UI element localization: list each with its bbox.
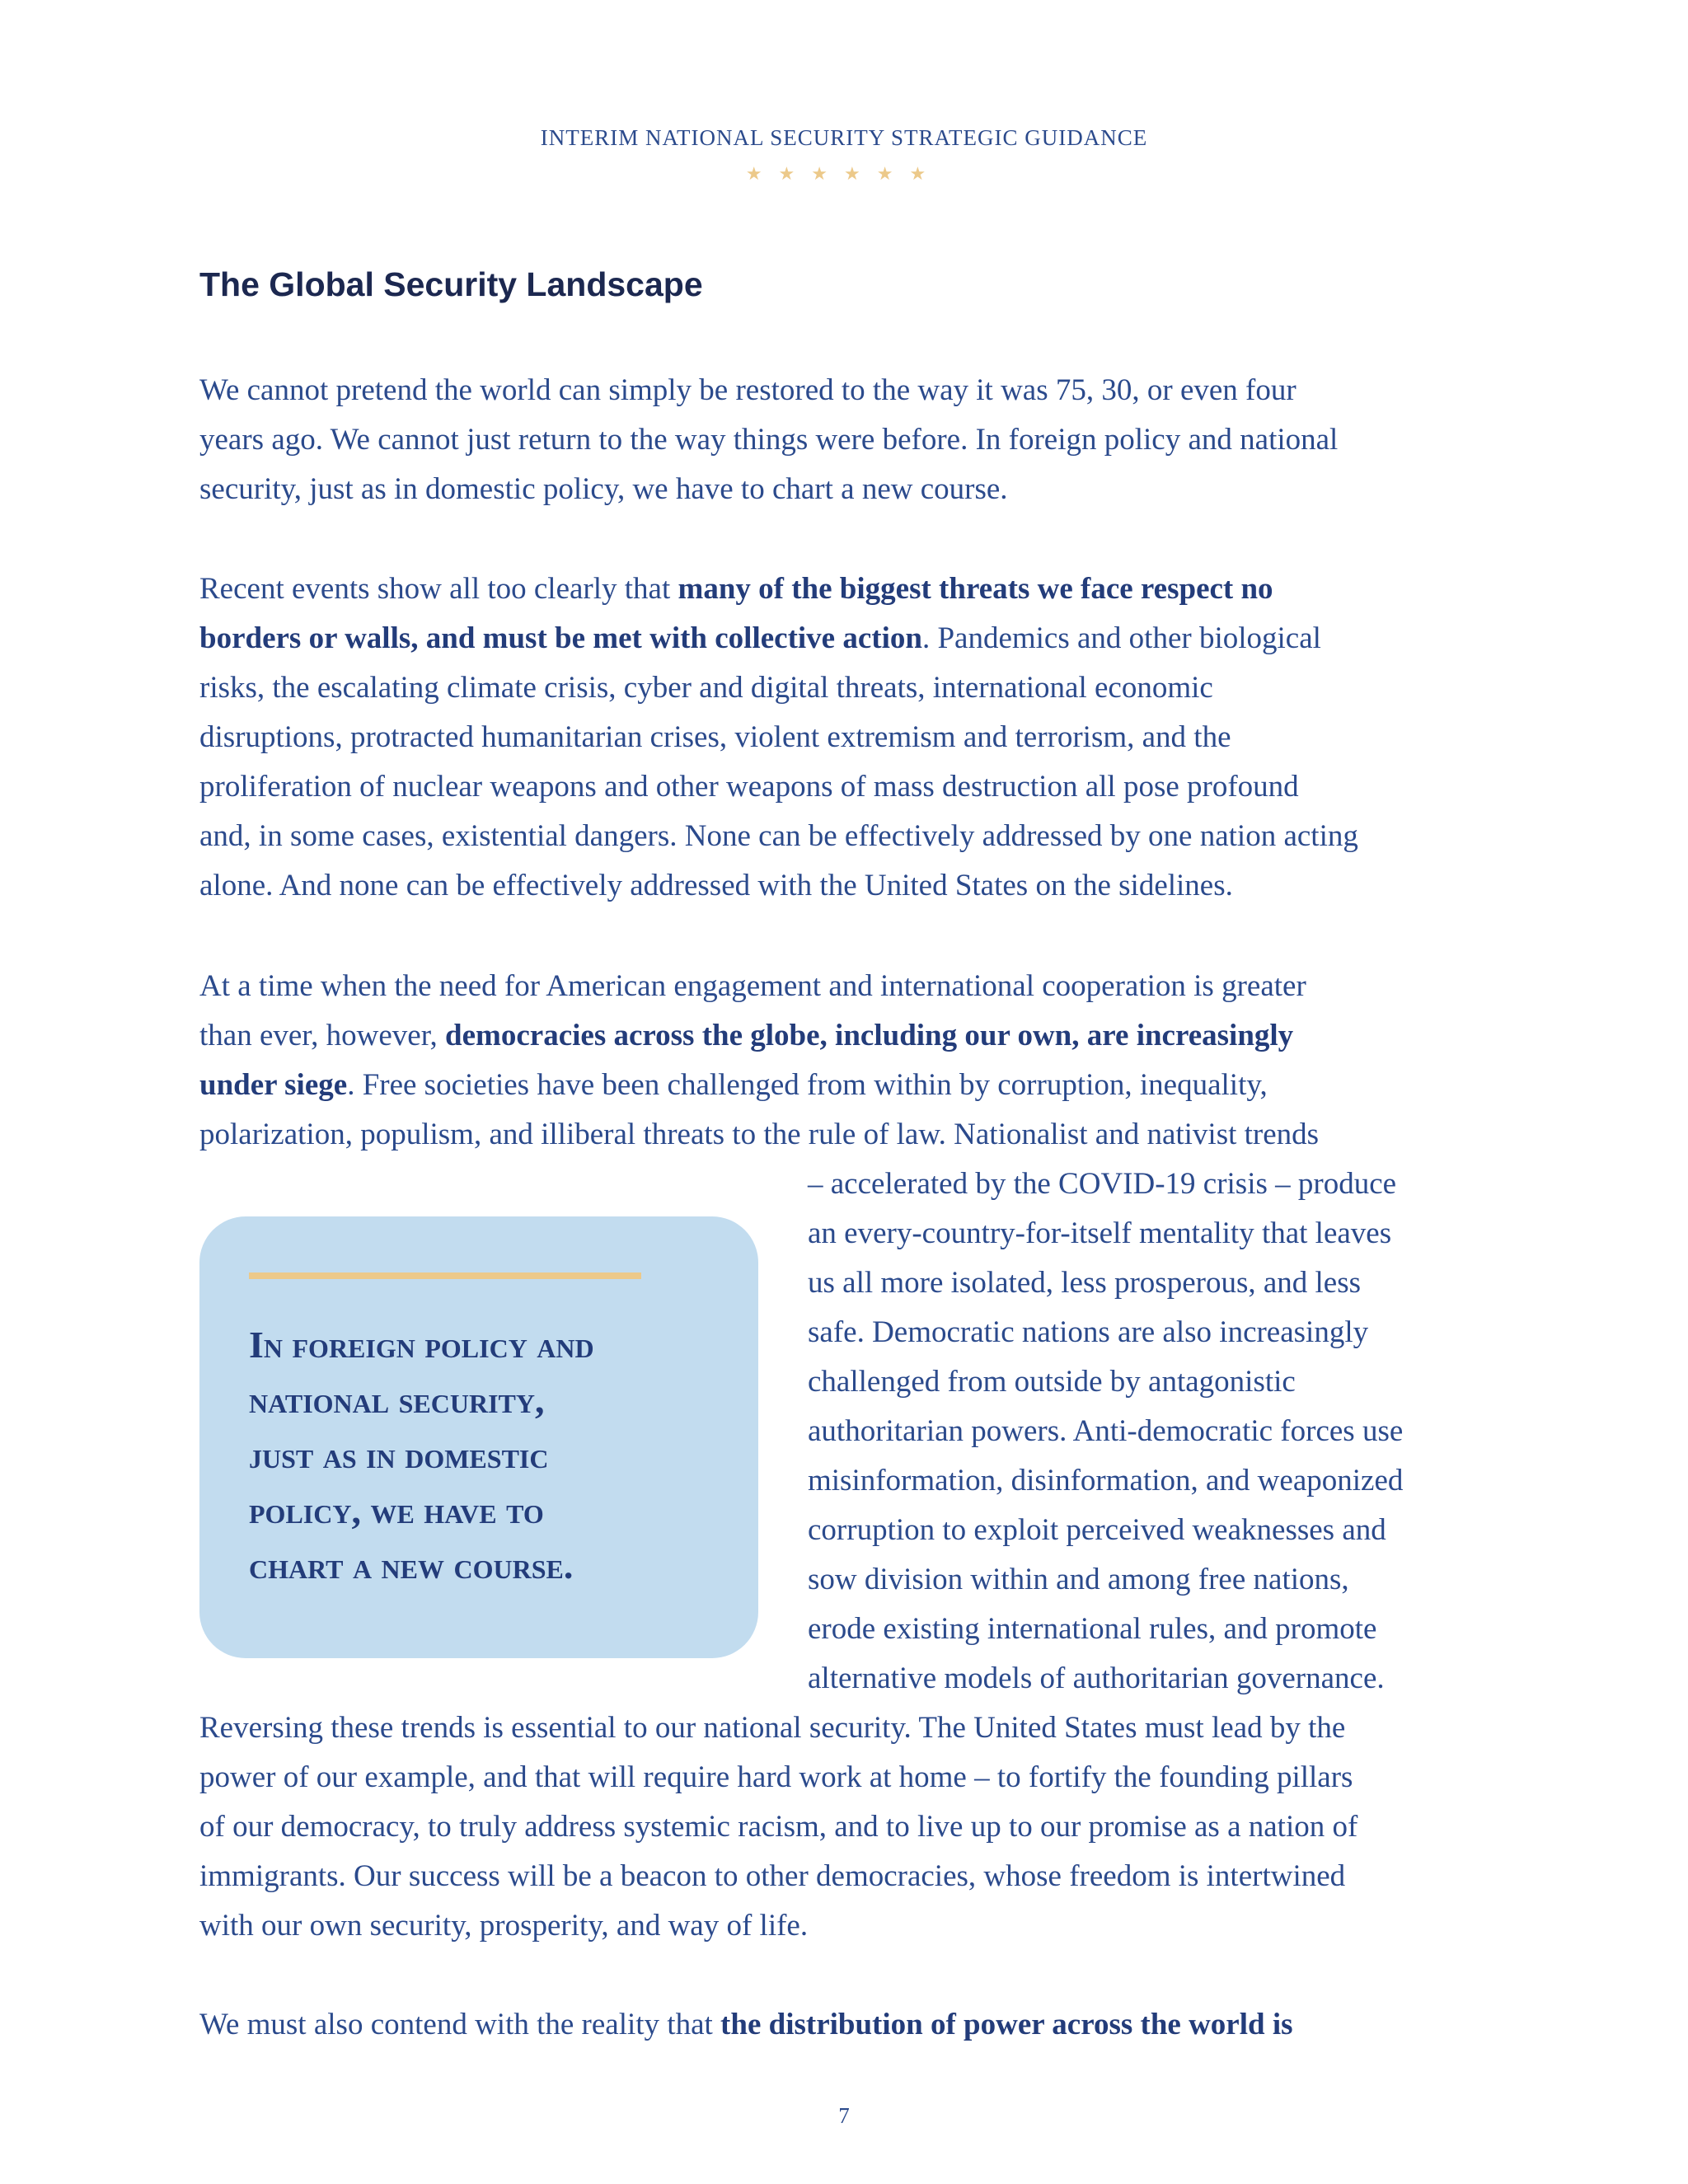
text-line: of our democracy, to truly address systemic racism, and to live up to our promise as a nation of [199,1810,1358,1844]
text-line: immigrants. Our success will be a beacon to other democracies, whose freedom is intertwined [199,1859,1346,1893]
page-number: 7 [838,2103,850,2128]
paragraph-2 [199,565,1489,911]
emphasis-text: the distribution of power across the world is [720,2008,1293,2041]
emphasis-text: democracies across the globe, including our own, are increasingly [445,1019,1294,1052]
text-line: disruptions, protracted humanitarian crises, violent extremism and terrorism, and the [199,720,1231,754]
pull-quote-box [199,1216,758,1658]
text-line: alternative models of authoritarian governance. [808,1661,1385,1695]
star-divider-icon: ★★★★★★ [745,163,943,184]
text-line: years ago. We cannot just return to the way things were before. In foreign policy and national [199,423,1339,457]
pull-quote-line: In foreign policy and [249,1324,594,1366]
text-line: alone. And none can be effectively addressed with the United States on the sidelines. [199,869,1233,902]
text-line: security, just as in domestic policy, we have to chart a new course. [199,472,1008,506]
text-line [199,614,1489,663]
text-line: with our own security, prosperity, and way of life. [199,1909,809,1943]
pull-quote-line: policy, we have to [249,1489,544,1531]
text-line: risks, the escalating climate crisis, cyber and digital threats, international economic [199,671,1213,705]
text-line: an every-country-for-itself mentality that leaves [808,1216,1392,1250]
text-line [199,1011,1489,1061]
text-line: corruption to exploit perceived weaknesses and [808,1513,1386,1547]
text-line: proliferation of nuclear weapons and other weapons of mass destruction all pose profound [199,770,1299,804]
text-span: . Pandemics and other biological [921,621,1321,655]
section-title: The Global Security Landscape [199,265,703,303]
pull-quote-line: national security, [249,1379,545,1421]
text-line: authoritarian powers. Anti-democratic forces use [808,1414,1404,1448]
text-line [199,2000,1489,2050]
text-line: challenged from outside by antagonistic [808,1365,1296,1399]
text-line: erode existing international rules, and promote [808,1612,1377,1646]
text-span: than ever, however, [199,1019,446,1052]
text-line: We cannot pretend the world can simply be restored to the way it was 75, 30, or even four [199,373,1296,407]
emphasis-text: under siege [199,1068,348,1102]
text-line: Reversing these trends is essential to our national security. The United States must lead by the [199,1711,1346,1745]
text-span: . Free societies have been challenged from within by corruption, inequality, [347,1068,1268,1102]
paragraph-1 [199,366,1489,514]
text-line: and, in some cases, existential dangers. None can be effectively addressed by one nation acting [199,819,1358,853]
emphasis-text: borders or walls, and must be met with collective action [199,621,922,655]
text-line: – accelerated by the COVID-19 crisis – produce [808,1167,1397,1201]
text-line: polarization, populism, and illiberal threats to the rule of law. Nationalist and nativist trends [199,1118,1320,1151]
text-line [199,1061,1489,1110]
pull-quote-line: chart a new course. [249,1544,574,1586]
text-line: safe. Democratic nations are also increasingly [808,1315,1369,1349]
text-line: At a time when the need for American engagement and international cooperation is greater [199,969,1306,1003]
emphasis-text: many of the biggest threats we face respect no [678,572,1273,606]
pull-quote-rule [249,1272,641,1279]
pull-quote-line: just as in domestic [249,1434,549,1476]
text-line: us all more isolated, less prosperous, and less [808,1266,1362,1300]
text-span: We must also contend with the reality that [199,2008,721,2041]
paragraph-4 [199,2000,1489,2050]
text-line [199,565,1489,614]
text-line: misinformation, disinformation, and weaponized [808,1464,1404,1497]
running-header: INTERIM NATIONAL SECURITY STRATEGIC GUIDANCE [540,125,1148,150]
text-line: sow division within and among free nations, [808,1563,1349,1596]
text-span: Recent events show all too clearly that [199,572,678,606]
pull-quote-text [249,1317,594,1593]
text-line: power of our example, and that will require hard work at home – to fortify the founding pillars [199,1760,1353,1794]
